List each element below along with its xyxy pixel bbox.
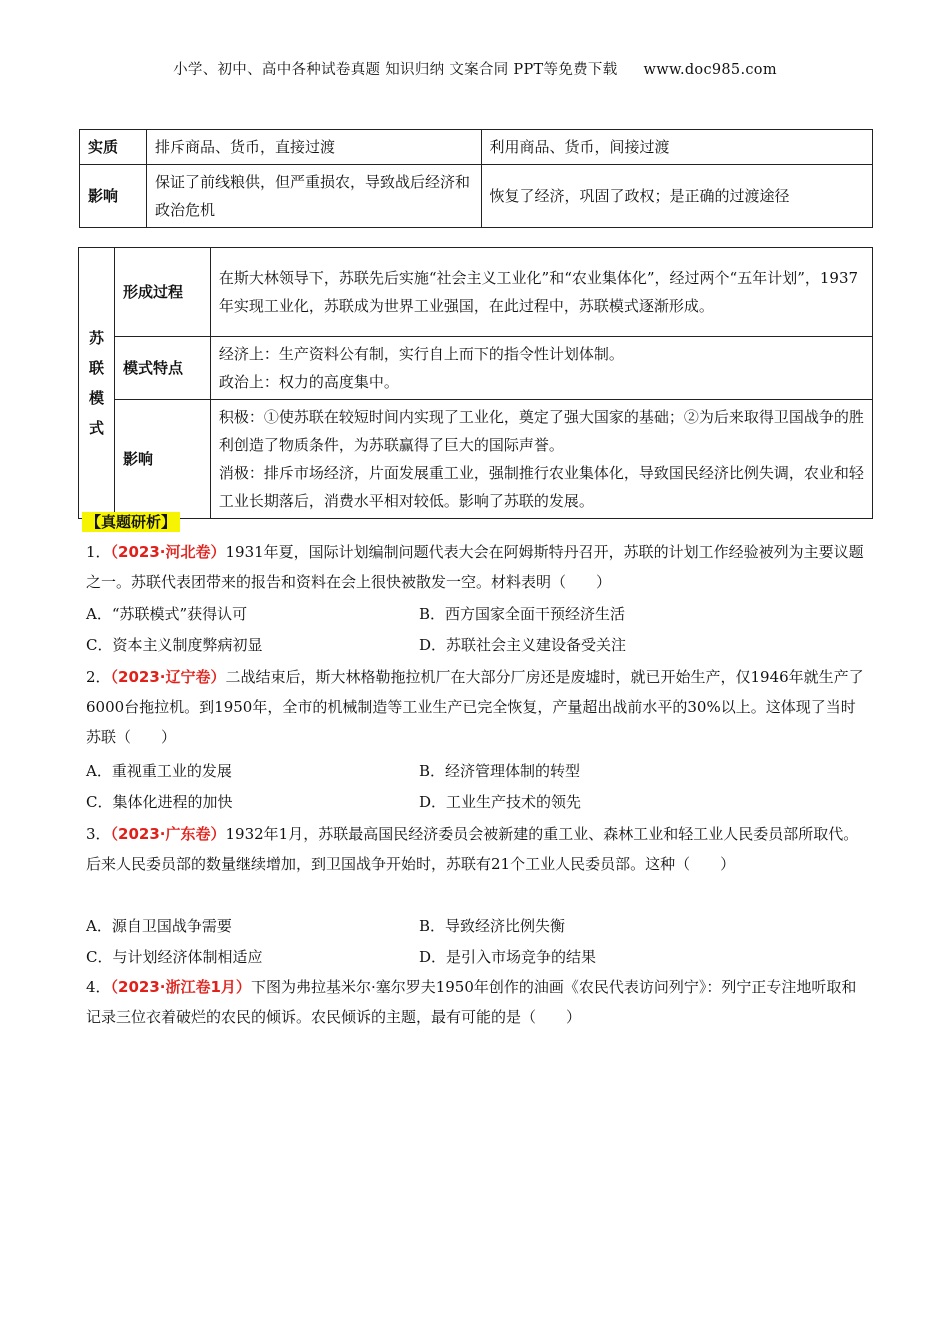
header-url[interactable]: www.doc985.com <box>643 62 777 78</box>
option-a[interactable]: A．“苏联模式”获得认可 <box>86 605 248 623</box>
question-source: （2023·辽宁卷） <box>110 668 226 686</box>
option-d[interactable]: D．是引入市场竞争的结果 <box>419 948 597 966</box>
table-cell: 利用商品、货币，间接过渡 <box>481 130 873 165</box>
option-c[interactable]: C．与计划经济体制相适应 <box>86 948 263 966</box>
row-label: 影响 <box>80 165 147 228</box>
table-cell: 在斯大林领导下，苏联先后实施“社会主义工业化”和“农业集体化”，经过两个“五年计划”，1937年实现工业化，苏联成为世界工业强国，在此过程中，苏联模式逐渐形成。 <box>210 248 872 337</box>
table-row <box>79 400 873 519</box>
side-label: 苏 联 模 式 <box>79 248 115 519</box>
table-cell: 积极：①使苏联在较短时间内实现了工业化，奠定了强大国家的基础；②为后来取得卫国战争的胜利创造了物质条件，为苏联赢得了巨大的国际声誉。 消极：排斥市场经济，片面发展重工业，强制推行农业集体化，导致国民经济比例失调，农业和轻工业长期落后，消费水平相对较低。影响了苏联的发展。 <box>210 400 872 519</box>
table-cell: 恢复了经济，巩固了政权；是正确的过渡途径 <box>481 165 873 228</box>
row-label: 形成过程 <box>114 248 210 337</box>
option-a[interactable]: A．重视重工业的发展 <box>86 762 232 780</box>
option-c[interactable]: C．集体化进程的加快 <box>86 793 233 811</box>
option-d[interactable]: D．工业生产技术的领先 <box>419 793 582 811</box>
table-row <box>80 130 873 165</box>
question-source: （2023·广东卷） <box>110 825 226 843</box>
table-cell: 排斥商品、货币，直接过渡 <box>146 130 481 165</box>
table-row <box>80 165 873 228</box>
question-3: 3．（2023·广东卷）1932年1月，苏联最高国民经济委员会被新建的重工业、森林工业和轻工业人民委员部所取代。后来人民委员部的数量继续增加，到卫国战争开始时，苏联有21个工业人民委员部。这种（ ） <box>86 825 859 873</box>
row-label: 影响 <box>114 400 210 519</box>
question-4: 4．（2023·浙江卷1月）下图为弗拉基米尔·塞尔罗夫1950年创作的油画《农民代表访问列宁》：列宁正专注地听取和记录三位衣着破烂的农民的倾诉。农民倾诉的主题，最有可能的是（ ） <box>86 978 857 1026</box>
header-text: 小学、初中、高中各种试卷真题 知识归纳 文案合同 PPT等免费下载 <box>173 62 618 78</box>
option-b[interactable]: B．西方国家全面干预经济生活 <box>419 605 626 623</box>
question-source: （2023·浙江卷1月） <box>110 978 251 996</box>
question-2: 2．（2023·辽宁卷）二战结束后，斯大林格勒拖拉机厂在大部分厂房还是废墟时，就已开始生产，仅1946年就生产了6000台拖拉机。到1950年，全市的机械制造等工业生产已完全恢复，产量超出战前水平的30%以上。这体现了当时苏联（ ） <box>86 668 864 746</box>
row-label: 实质 <box>80 130 147 165</box>
question-1: 1．（2023·河北卷）1931年夏，国际计划编制问题代表大会在阿姆斯特丹召开，苏联的计划工作经验被列为主要议题之一。苏联代表团带来的报告和资料在会上很快被散发一空。材料表明（ ） <box>86 543 864 591</box>
option-d[interactable]: D．苏联社会主义建设备受关注 <box>419 636 627 654</box>
soviet-model-table <box>78 247 873 519</box>
comparison-table <box>79 129 873 228</box>
table-row <box>79 248 873 337</box>
row-label: 模式特点 <box>114 337 210 400</box>
question-source: （2023·河北卷） <box>110 543 226 561</box>
option-b[interactable]: B．导致经济比例失衡 <box>419 917 566 935</box>
table-cell: 经济上：生产资料公有制，实行自上而下的指令性计划体制。 政治上：权力的高度集中。 <box>210 337 872 400</box>
option-b[interactable]: B．经济管理体制的转型 <box>419 762 581 780</box>
option-a[interactable]: A．源自卫国战争需要 <box>86 917 232 935</box>
table-cell: 保证了前线粮供，但严重损农，导致战后经济和政治危机 <box>146 165 481 228</box>
option-c[interactable]: C．资本主义制度弊病初显 <box>86 636 263 654</box>
page-header <box>0 58 950 79</box>
section-title: 【真题研析】 <box>82 512 180 532</box>
table-row <box>79 337 873 400</box>
